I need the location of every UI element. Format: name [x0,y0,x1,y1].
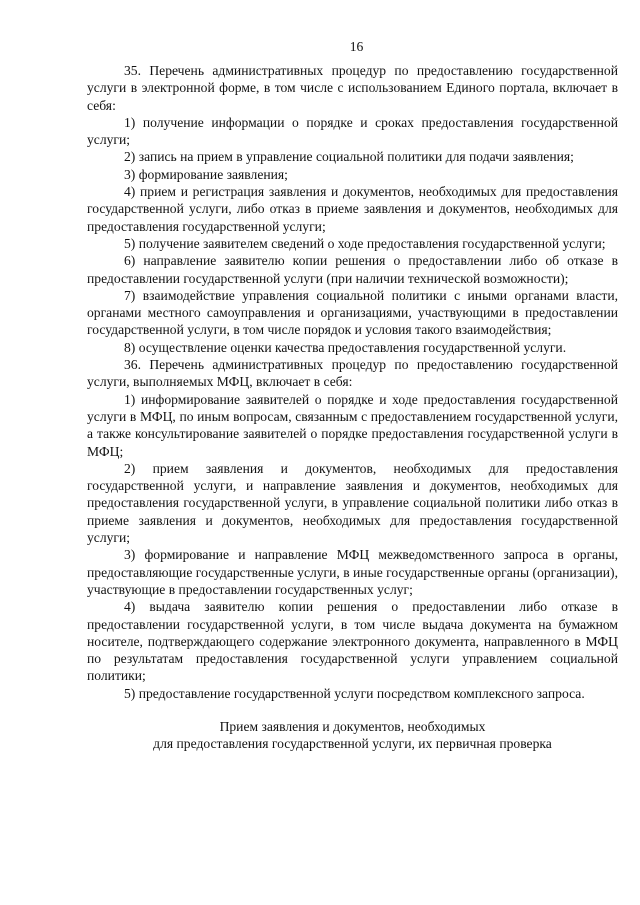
list-item-35-5: 5) получение заявителем сведений о ходе предоставления государственной услуги; [124,235,606,251]
list-item-36-3: 3) формирование и направление МФЦ межведомственного запроса в органы, предоставляющие государственные услуги, в иные государственные органы (организации), участвующие в предоставлении государственных услуг; [87,547,618,597]
list-item-36-1: 1) информирование заявителей о порядке и ходе предоставления государственной услуги в МФЦ, по иным вопросам, связанным с предоставлением государственной услуги, а также консультирование заявителей о порядке предоставления государственной услуги в МФЦ; [87,391,618,459]
list-item-35-2: 2) запись на прием в управление социальной политики для подачи заявления; [124,149,574,165]
list-item-35-8: 8) осуществление оценки качества предоставления государственной услуги. [124,339,567,355]
list-item-35-3: 3) формирование заявления; [124,166,288,182]
section-heading-line-2: для предоставления государственной услуги, их первичная проверка [153,736,552,752]
list-item-35-6: 6) направление заявителю копии решения о предоставлении либо об отказе в предоставлении государственной услуги (при наличии технической возможности); [87,253,618,286]
list-item-36-5: 5) предоставление государственной услуги посредством комплексного запроса. [124,685,585,701]
list-item-35-7: 7) взаимодействие управления социальной политики с иными органами власти, органами местного самоуправления и организациями, участвующими в предоставлении государственной услуги, в том числе порядок и условия такого взаимодействия; [87,287,618,338]
paragraph-36: 36. Перечень административных процедур по предоставлению государственной услуги, выполняемых МФЦ, включает в себя: [87,357,618,390]
section-heading-line-1: Прием заявления и документов, необходимых [219,718,486,734]
section-heading [87,718,618,753]
document-page [87,38,618,753]
paragraph-35: 35. Перечень административных процедур по предоставлению государственной услуги в электронной форме, в том числе с использованием Единого портала, включает в себя: [87,63,618,113]
list-item-36-2: 2) прием заявления и документов, необходимых для предоставления государственной услуги, и направление заявления и документов, необходимых для предоставления государственной услуги, в управление социальной политики либо отказ в приеме заявления и документов, необходимых для предоставления государственной услуги; [87,460,618,546]
list-item-35-4: 4) прием и регистрация заявления и документов, необходимых для предоставления государственной услуги, либо отказ в приеме заявления и документов, необходимых для предоставления государственной услуги; [87,184,618,234]
list-item-35-1: 1) получение информации о порядке и сроках предоставления государственной услуги; [87,114,618,148]
list-item-36-4: 4) выдача заявителю копии решения о предоставлении либо отказе в предоставлении государственной услуги, в том числе выдача документа на бумажном носителе, подтверждающего содержание электронного документа, направленного в МФЦ по результатам предоставления государственной услуги управлением социальной политики; [87,599,618,684]
page-number: 16 [349,39,364,54]
